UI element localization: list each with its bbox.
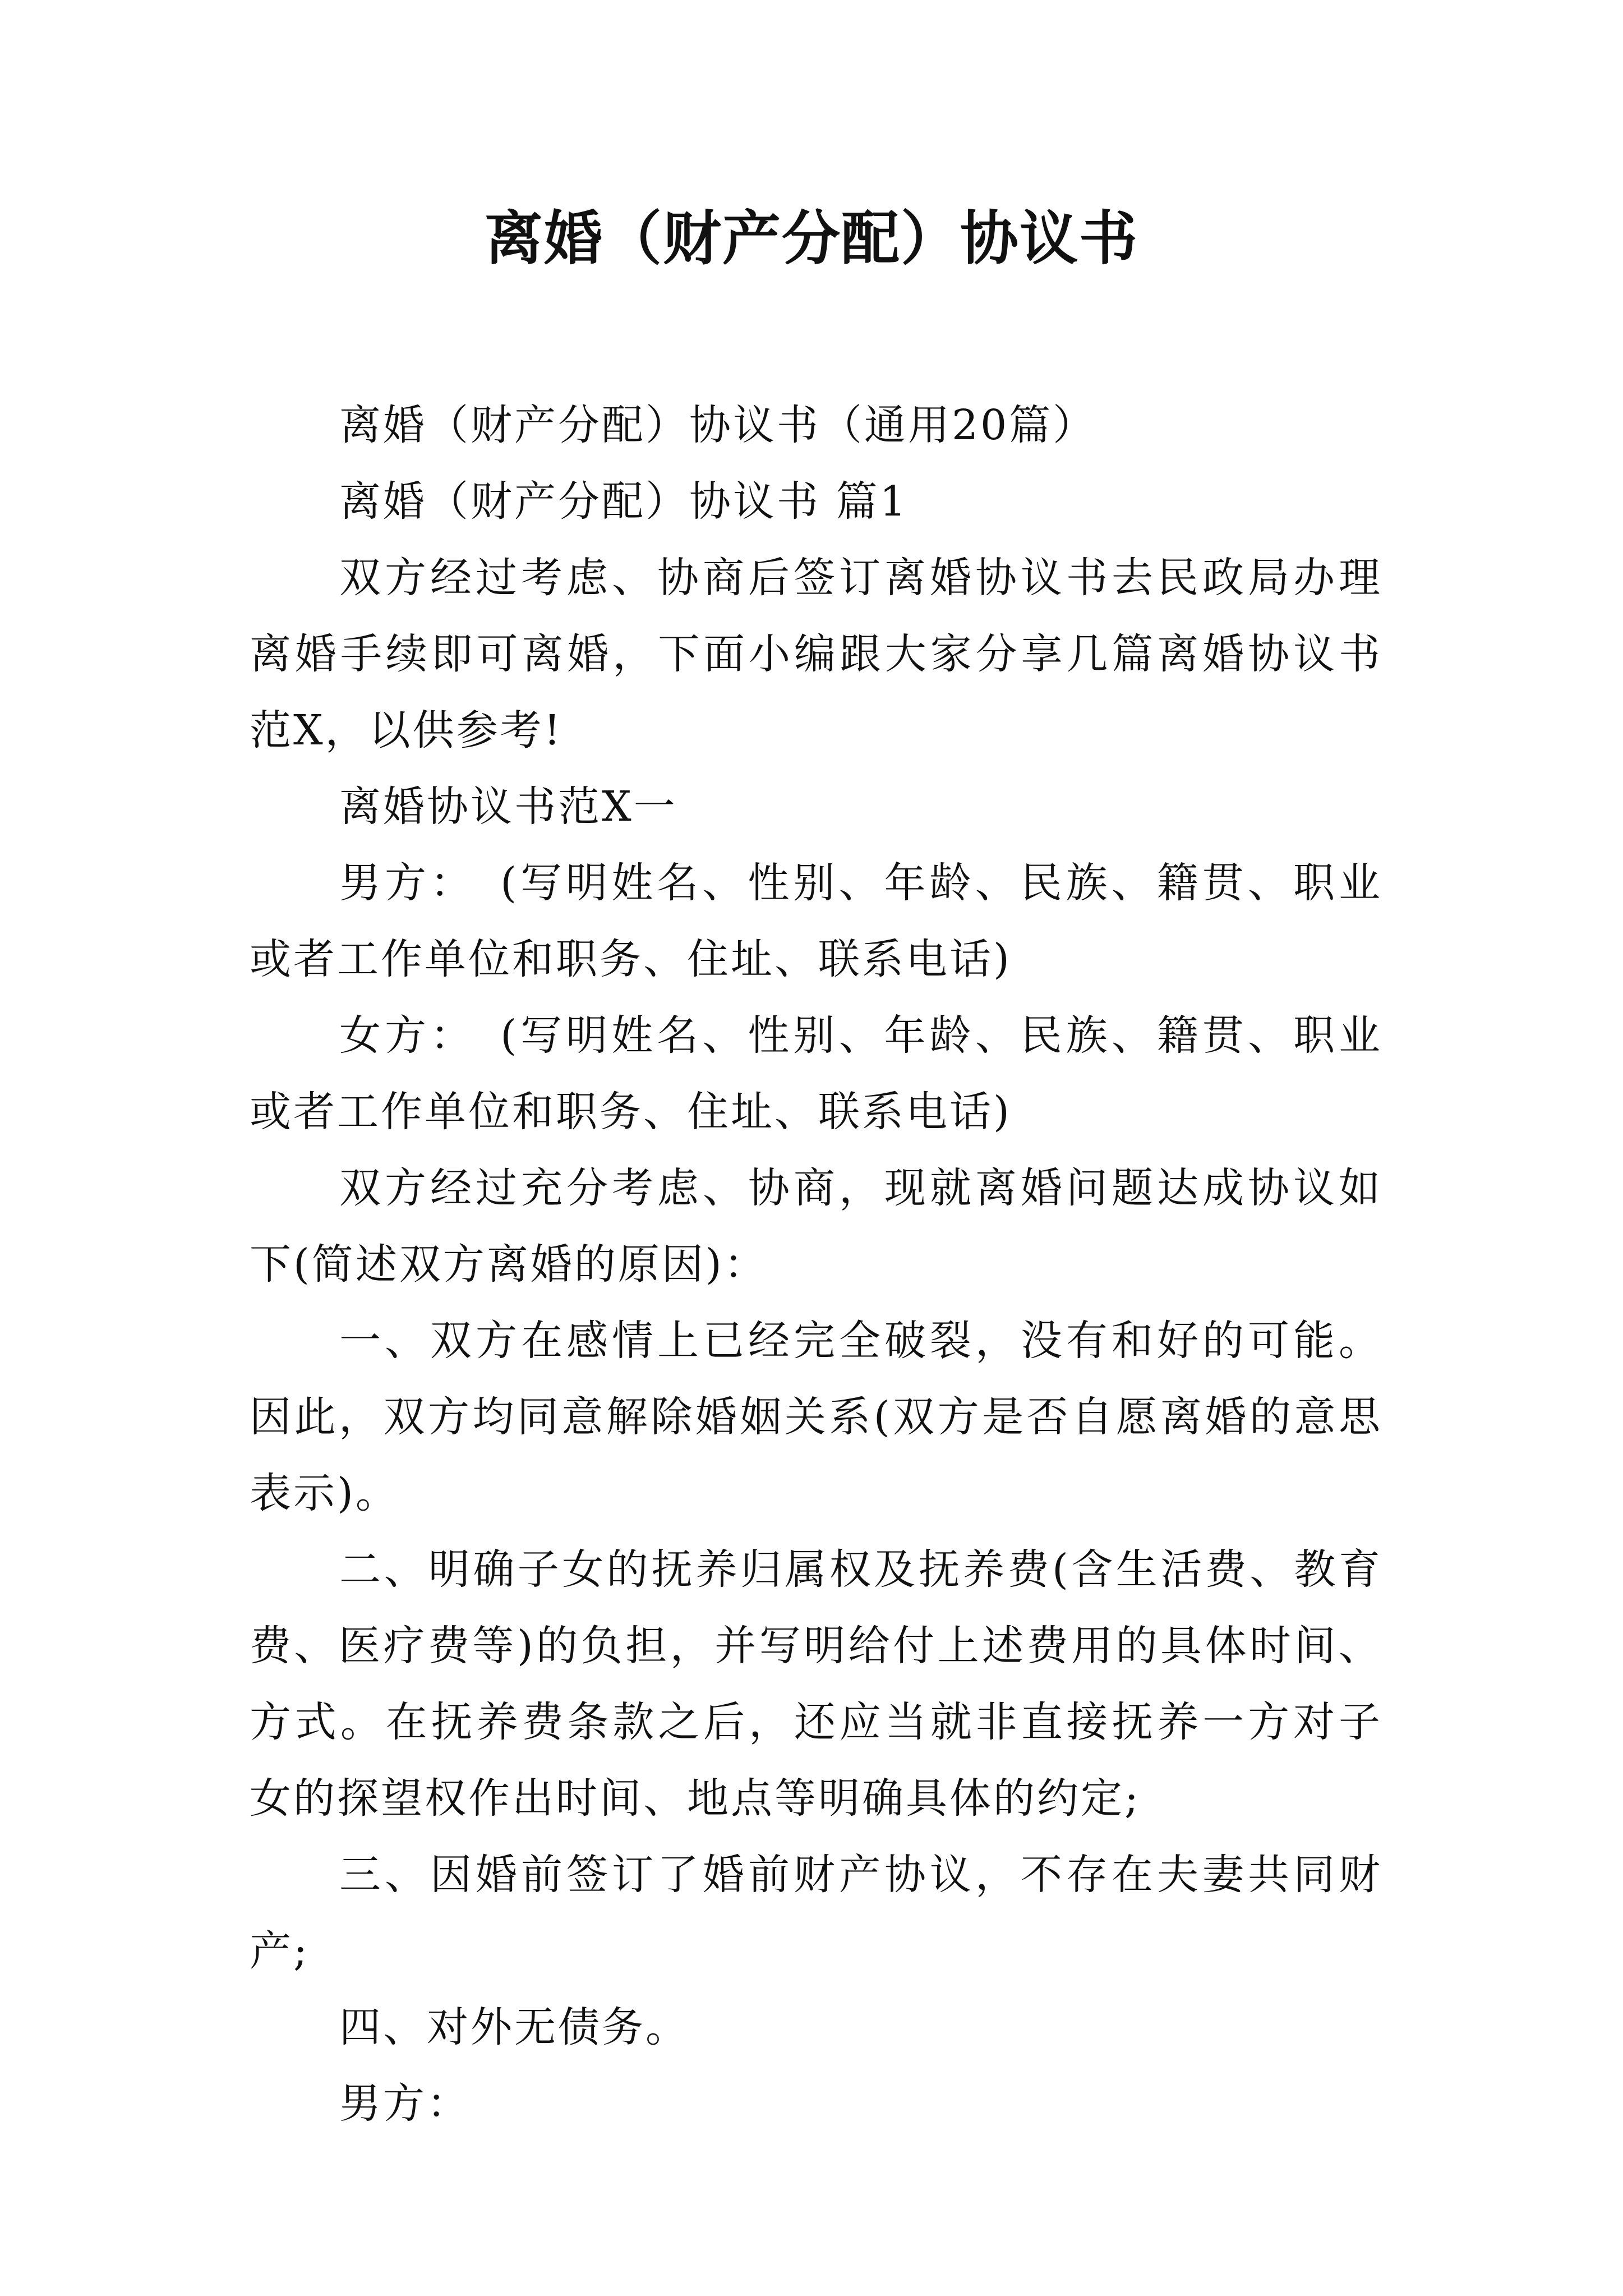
document-body [250, 387, 1382, 2142]
clause-1-paragraph: 一、双方在感情上已经完全破裂，没有和好的可能。因此，双方均同意解除婚姻关系(双方是否自愿离婚的意思表示)。 [250, 1317, 1382, 1517]
section-heading: 离婚（财产分配）协议书 篇1 [339, 477, 909, 526]
husband-signature-label: 男方： [339, 2079, 471, 2128]
clause-4-paragraph: 四、对外无债务。 [339, 2003, 689, 2051]
clause-3-paragraph: 三、因婚前签订了婚前财产协议，不存在夫妻共同财产; [250, 1851, 1382, 1975]
sample-heading: 离婚协议书范X一 [339, 783, 677, 831]
agreement-intro-paragraph: 双方经过充分考虑、协商，现就离婚问题达成协议如下(简述双方离婚的原因)： [250, 1164, 1382, 1289]
intro-paragraph: 双方经过考虑、协商后签订离婚协议书去民政局办理离婚手续即可离婚，下面小编跟大家分享几篇离婚协议书范X，以供参考! [250, 554, 1382, 754]
husband-info-paragraph: 男方： (写明姓名、性别、年龄、民族、籍贯、职业或者工作单位和职务、住址、联系电话) [250, 859, 1382, 983]
subtitle-paragraph: 离婚（财产分配）协议书（通用20篇） [339, 401, 1097, 449]
clause-2-paragraph: 二、明确子女的抚养归属权及抚养费(含生活费、教育费、医疗费等)的负担，并写明给付上述费用的具体时间、方式。在抚养费条款之后，还应当就非直接抚养一方对子女的探望权作出时间、地点等明确具体的约定; [250, 1545, 1382, 1823]
wife-info-paragraph: 女方： (写明姓名、性别、年龄、民族、籍贯、职业或者工作单位和职务、住址、联系电话) [250, 1011, 1382, 1136]
document-title: 离婚（财产分配）协议书 [484, 204, 1138, 273]
